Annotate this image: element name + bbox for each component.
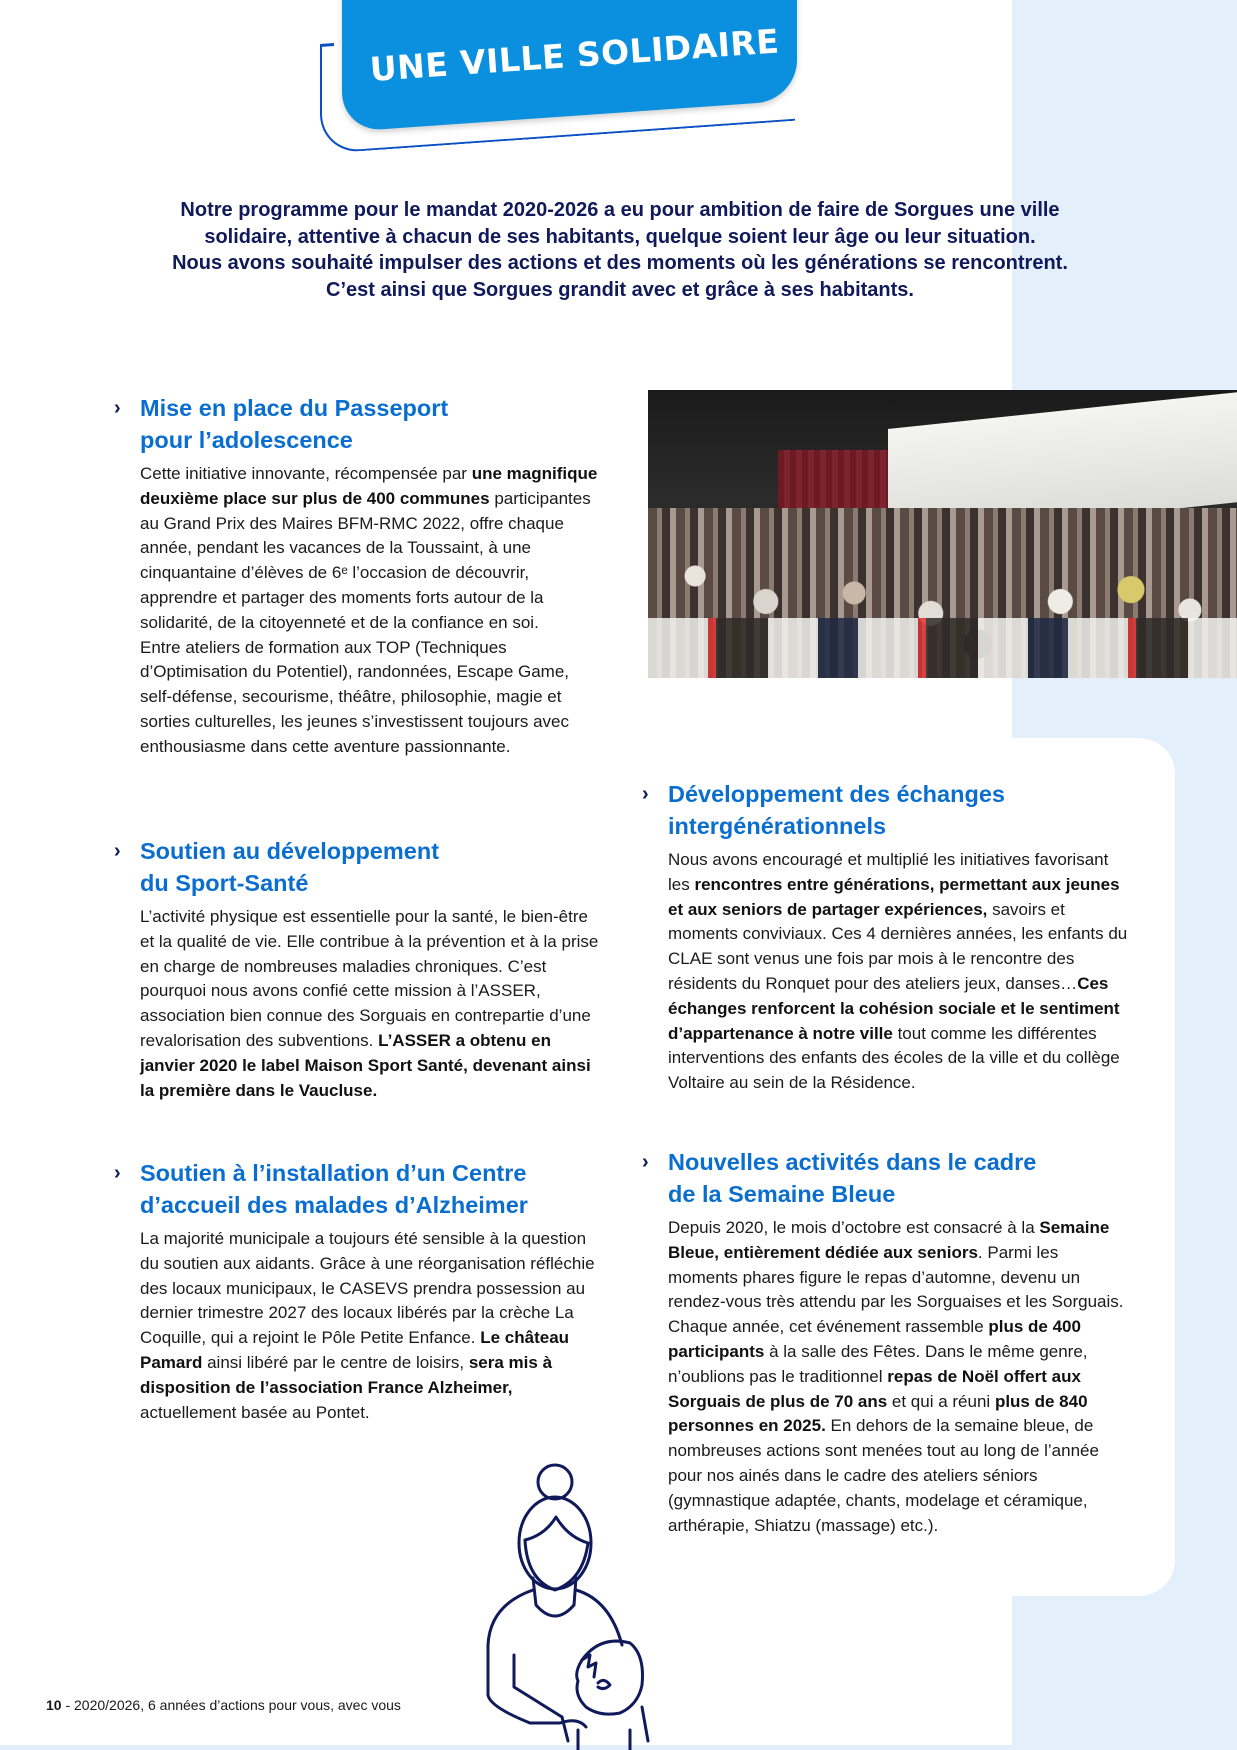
section-heading-line: Soutien à l’installation d’un Centre <box>140 1160 527 1186</box>
section-heading <box>668 1146 1036 1210</box>
chevron-right-icon: › <box>114 840 121 862</box>
body-text: Entre ateliers de formation aux TOP (Techniques d’Optimisation du Potentiel), randonnées, Escape Game, self-défense, secourisme, théâtre, philosophie, magie et sorties culturelles, les jeunes s’investissent toujours avec enthousiasme dans cette aventure passionnante. <box>140 637 570 756</box>
section-heading-line: intergénérationnels <box>668 813 887 839</box>
section-body <box>140 905 605 1103</box>
section-heading-line: pour l’adolescence <box>140 427 353 453</box>
section-heading-line: de la Semaine Bleue <box>668 1181 896 1207</box>
body-text-bold: Le château Pamard <box>140 1328 570 1372</box>
body-text-bold: plus de 840 personnes en 2025. <box>668 1391 1088 1436</box>
body-text: La majorité municipale a toujours été sensible à la question du soutien aux aidants. Grâce à une réorganisation réfléchie des locaux municipaux, le CASEVS prendra possession au dernier trimestre 2027 des locaux libérés par la crèche La Coquille, qui a rejoint le Pôle Petite Enfance. <box>140 1229 595 1348</box>
body-text: tout comme les différentes interventions des enfants des écoles de la ville et du collège Voltaire au sein de la Résidence. <box>668 1023 1120 1093</box>
chevron-right-icon: › <box>642 783 649 805</box>
body-text-bold: sera mis à disposition de l’association France Alzheimer, <box>140 1352 553 1397</box>
section-heading-line: Mise en place du Passeport <box>140 395 449 421</box>
body-text-bold: L’ASSER a obtenu en janvier 2020 le label Maison Sport Santé, devenant ainsi la première dans le Vaucluse. <box>140 1030 591 1100</box>
body-text: En dehors de la semaine bleue, de nombreuses actions sont menées tout au long de l’année pour nos ainés dans le cadre des ateliers séniors (gymnastique adaptée, chants, modelage et céramique, arthérapie, Shiatzu (massage) etc.). <box>668 1416 1099 1535</box>
section-echanges-intergenerationnels <box>642 778 1128 1096</box>
intro-line: C’est ainsi que Sorgues grandit avec et grâce à ses habitants. <box>326 278 914 301</box>
section-heading-line: Soutien au développement <box>140 838 440 864</box>
body-text-bold: repas de Noël offert aux Sorguais de plus de 70 ans <box>668 1366 1081 1411</box>
section-semaine-bleue <box>642 1146 1128 1538</box>
body-text: . Parmi les moments phares figure le repas d’automne, devenu un rendez-vous très attendu par les Sorguaises et les Sorguais. Chaque année, cet événement rassemble <box>668 1242 1124 1337</box>
intro-line: solidaire, attentive à chacun de ses habitants, quelque soient leur âge ou leur situation. <box>204 225 1036 248</box>
section-body <box>668 848 1128 1096</box>
body-text-bold: Semaine Bleue, entièrement dédiée aux seniors <box>668 1218 1110 1262</box>
section-heading <box>140 835 439 899</box>
page-title: UNE VILLE SOLIDAIRE <box>368 21 781 89</box>
section-body <box>140 1227 605 1425</box>
body-text-bold: plus de 400 participants <box>668 1317 1081 1361</box>
footer-text: - 2020/2026, 6 années d’actions pour vous, avec vous <box>61 1697 401 1713</box>
intro-line: Notre programme pour le mandat 2020-2026 a eu pour ambition de faire de Sorgues une ville <box>180 199 1060 221</box>
grandmother-child-illustration-icon <box>470 1455 690 1750</box>
body-text-bold: une magnifique deuxième place sur plus de 400 communes <box>140 464 598 508</box>
intro-line: Nous avons souhaité impulser des actions et des moments où les générations se rencontrent. <box>172 252 1068 274</box>
body-text: Cette initiative innovante, récompensée par <box>140 464 472 483</box>
section-heading-line: Développement des échanges <box>668 781 1005 807</box>
section-heading-line: du Sport-Santé <box>140 870 309 896</box>
body-text: actuellement basée au Pontet. <box>140 1402 370 1422</box>
section-heading <box>140 392 448 456</box>
section-passeport-adolescence <box>114 392 605 760</box>
section-heading <box>140 1157 528 1221</box>
page-title-banner <box>310 0 830 160</box>
chevron-right-icon: › <box>114 1162 121 1184</box>
body-text: et qui a réuni <box>887 1391 995 1411</box>
section-sport-sante <box>114 835 605 1103</box>
body-text: participantes au Grand Prix des Maires BFM-RMC 2022, offre chaque année, pendant les vacances de la Toussaint, à une cinquantaine d’élèves de 6ᵉ l’occasion de découvrir, apprendre et partager des moments forts autour de la solidarité, de la citoyenneté et de la confiance en soi. <box>140 488 591 632</box>
body-text: L’activité physique est essentielle pour la santé, le bien-être et la qualité de vie. Elle contribue à la prévention et à la prise en charge de nombreuses maladies chroniques. C’est pourquoi nous avons confié cette mission à l’ASSER, association bien connue des Sorguais en contrepartie d’une revalorisation des subventions. <box>140 907 599 1050</box>
intro-paragraph <box>120 197 1120 303</box>
section-heading <box>668 778 1005 842</box>
section-centre-alzheimer <box>114 1157 605 1425</box>
chevron-right-icon: › <box>114 397 121 419</box>
chevron-right-icon: › <box>642 1151 649 1173</box>
body-text: Nous avons encouragé et multiplié les initiatives favorisant les <box>668 850 1109 894</box>
body-text: ainsi libéré par le centre de loisirs, <box>202 1352 469 1372</box>
body-text: à la salle des Fêtes. Dans le même genre, n’oublions pas le traditionnel <box>668 1341 1088 1386</box>
body-text-bold: Ces échanges renforcent la cohésion sociale et le sentiment d’appartenance à notre ville <box>668 973 1120 1043</box>
page-number: 10 <box>46 1697 62 1713</box>
section-heading-line: d’accueil des malades d’Alzheimer <box>140 1192 528 1218</box>
section-heading-line: Nouvelles activités dans le cadre <box>668 1149 1037 1175</box>
section-body <box>668 1216 1128 1538</box>
body-text: savoirs et moments conviviaux. Ces 4 dernières années, les enfants du CLAE sont venus une fois par mois à le rencontre des résidents du Ronquet pour des ateliers jeux, danses… <box>668 899 1128 993</box>
body-text: Depuis 2020, le mois d’octobre est consacré à la <box>668 1218 1040 1237</box>
page-footer <box>46 1697 401 1713</box>
banquet-photo <box>648 390 1237 678</box>
body-text-bold: rencontres entre générations, permettant aux jeunes et aux seniors de partager expériences, <box>668 874 1120 919</box>
section-body <box>140 462 605 760</box>
